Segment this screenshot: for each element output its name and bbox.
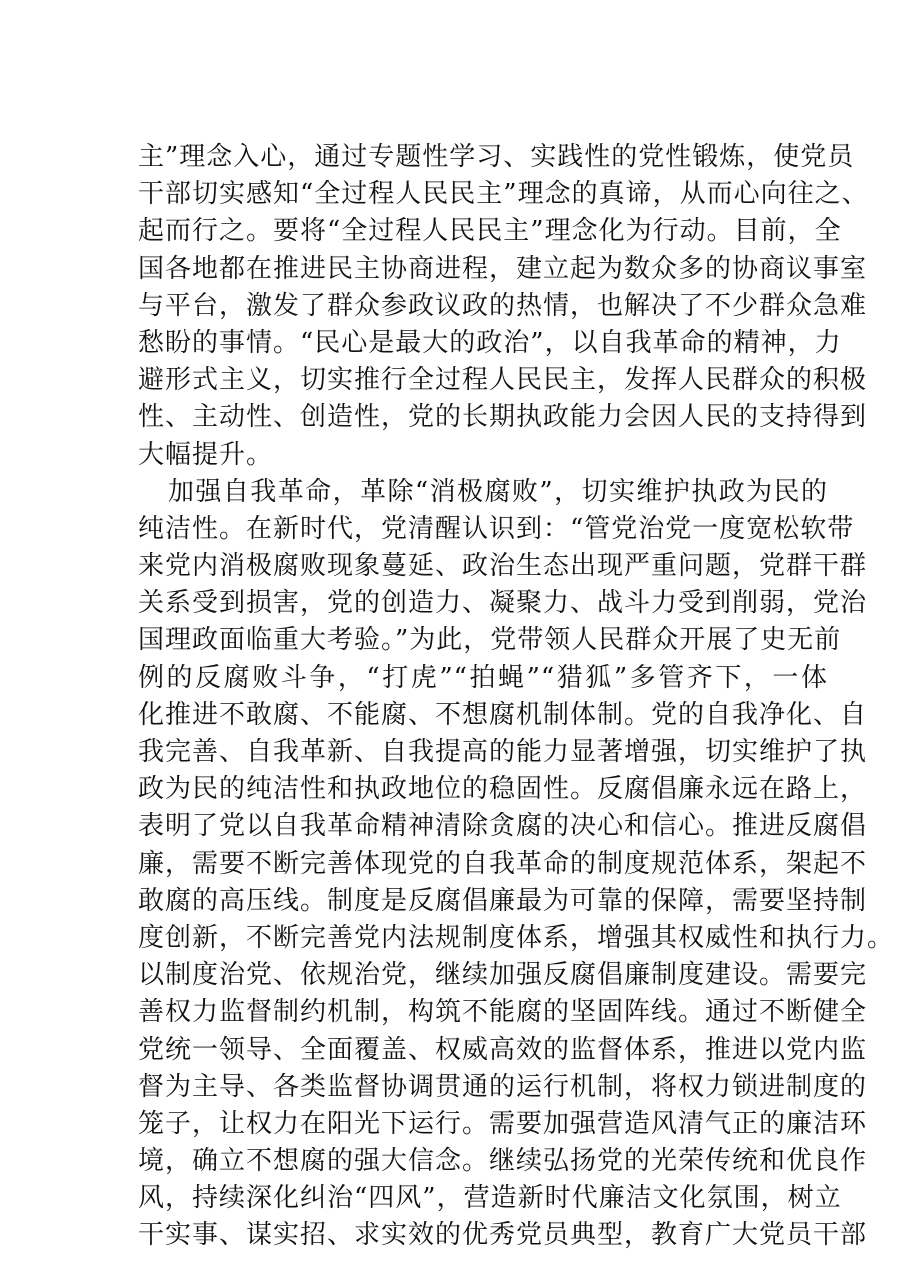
paragraph-first-line: 加强自我革命，革除“消极腐败”，切实维护执政为民的 xyxy=(168,476,828,507)
body-text xyxy=(138,139,895,1255)
text-line: 化推进不敢腐、不能腐、不想腐机制体制。党的自我净化、自 xyxy=(138,699,868,730)
text-line: 以制度治党、依规治党，继续加强反腐倡廉制度建设。需要完 xyxy=(138,960,868,991)
text-line: 表明了党以自我革命精神清除贪腐的决心和信心。推进反腐倡 xyxy=(138,811,868,842)
text-line: 政为民的纯洁性和执政地位的稳固性。反腐倡廉永远在路上， xyxy=(138,774,868,805)
text-line: 风，持续深化纠治“四风”，营造新时代廉洁文化氛围，树立 xyxy=(138,1183,842,1214)
text-line: 督为主导、各类监督协调贯通的运行机制，将权力锁进制度的 xyxy=(138,1071,868,1102)
text-line: 国理政面临重大考验。”为此，党带领人民群众开展了史无前 xyxy=(138,625,842,656)
text-line: 主”理念入心，通过专题性学习、实践性的党性锻炼，使党员 xyxy=(138,142,855,172)
text-line: 笼子，让权力在阳光下运行。需要加强营造风清气正的廉洁环 xyxy=(138,1108,868,1139)
text-line: 性、主动性、创造性，党的长期执政能力会因人民的支持得到 xyxy=(138,402,868,433)
text-line: 起而行之。要将“全过程人民民主”理念化为行动。目前，全 xyxy=(138,216,842,247)
text-line: 境，确立不想腐的强大信念。继续弘扬党的光荣传统和优良作 xyxy=(138,1146,868,1177)
text-line: 大幅提升。 xyxy=(138,439,274,470)
text-line: 廉，需要不断完善体现党的自我革命的制度规范体系，架起不 xyxy=(138,848,868,879)
text-line: 干实事、谋实招、求实效的优秀党员典型，教育广大党员干部 xyxy=(138,1220,868,1251)
text-line: 干部切实感知“全过程人民民主”理念的真谛，从而心向往之、 xyxy=(138,179,869,210)
text-line: 与平台，激发了群众参政议政的热情，也解决了不少群众急难 xyxy=(138,290,868,321)
text-line: 国各地都在推进民主协商进程，建立起为数众多的协商议事室 xyxy=(138,253,868,284)
text-line: 避形式主义，切实推行全过程人民民主，发挥人民群众的积极 xyxy=(138,365,868,396)
text-line: 纯洁性。在新时代，党清醒认识到：“管党治党一度宽松软带 xyxy=(138,513,855,544)
text-line: 度创新，不断完善党内法规制度体系，增强其权威性和执行力。 xyxy=(138,922,895,953)
text-line: 来党内消极腐败现象蔓延、政治生态出现严重问题，党群干群 xyxy=(138,551,868,582)
text-line: 我完善、自我革新、自我提高的能力显著增强，切实维护了执 xyxy=(138,737,868,767)
text-line: 党统一领导、全面覆盖、权威高效的监督体系，推进以党内监 xyxy=(138,1034,868,1065)
text-line: 愁盼的事情。“民心是最大的政治”，以自我革命的精神，力 xyxy=(138,327,842,358)
text-line: 善权力监督制约机制，构筑不能腐的坚固阵线。通过不断健全 xyxy=(138,997,868,1028)
text-line: 关系受到损害，党的创造力、凝聚力、战斗力受到削弱，党治 xyxy=(138,588,868,619)
text-line: 敢腐的高压线。制度是反腐倡廉最为可靠的保障，需要坚持制 xyxy=(138,885,868,916)
text-line: 例的反腐败斗争，“打虎”“拍蝇”“猎狐”多管齐下，一体 xyxy=(138,662,828,693)
